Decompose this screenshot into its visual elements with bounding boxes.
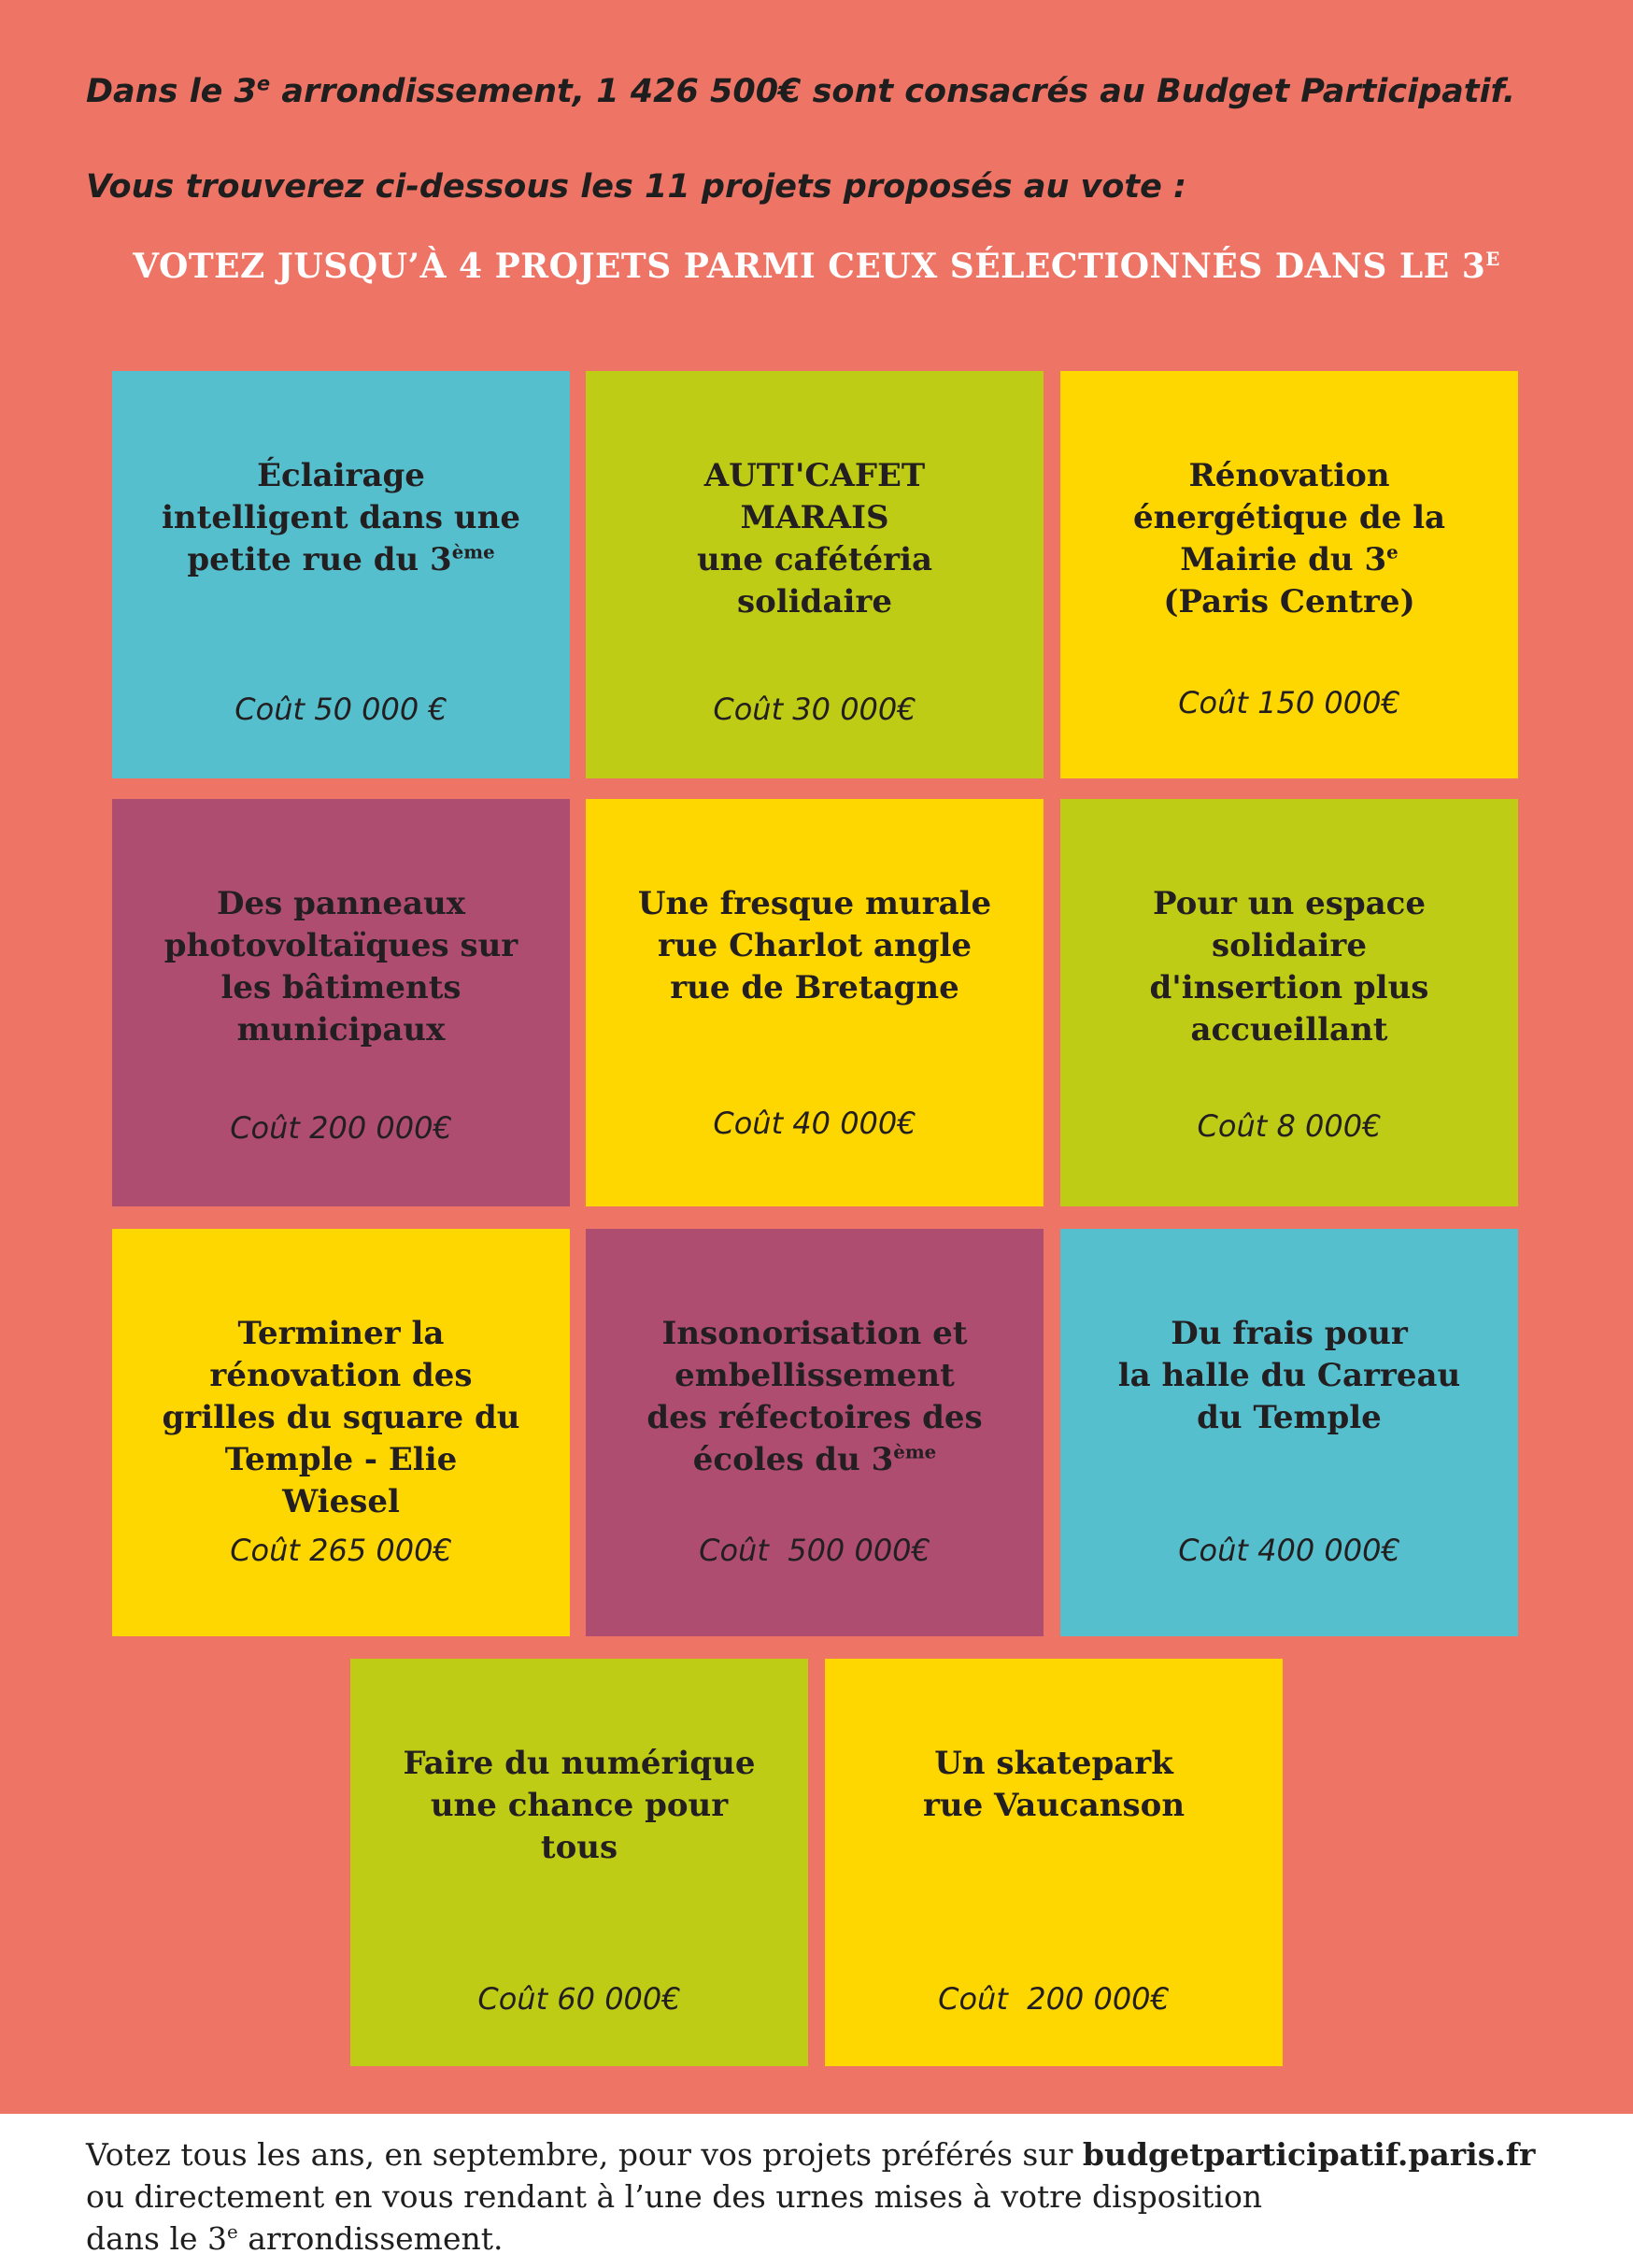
footer-line-1 [86, 2133, 1599, 2175]
project-title-line: Terminer la [237, 1315, 445, 1352]
project-title-line: municipaux [236, 1011, 446, 1048]
project-title-line [604, 1439, 1025, 1481]
project-title-line: du Temple [1197, 1399, 1382, 1436]
project-fresque-card [586, 799, 1044, 1206]
project-title-line: une chance pour [430, 1787, 729, 1824]
project-title-line: Éclairage [257, 457, 425, 494]
footer-text-rest: arrondissement. [237, 2220, 504, 2257]
project-title-line: Pour un espace [1153, 885, 1426, 922]
project-title-line: d'insertion plus [1149, 969, 1429, 1006]
project-cost: Coût 60 000€ [477, 1981, 681, 2017]
project-title-line: Un skatepark [934, 1745, 1173, 1782]
project-title-line: des réfectoires des [646, 1399, 983, 1436]
project-title-line: (Paris Centre) [1163, 583, 1415, 620]
project-title-line: Insonorisation et [661, 1315, 968, 1352]
projects-intro: Vous trouverez ci-dessous les 11 projets proposés au vote : [86, 168, 1187, 206]
project-carreau-temple-card [1060, 1229, 1518, 1636]
project-title-line: rue Vaucanson [922, 1787, 1186, 1824]
project-title-line: tous [540, 1829, 618, 1866]
project-title-line: MARAIS [740, 499, 889, 536]
project-title [131, 455, 551, 581]
project-title-text: petite rue du 3 [187, 541, 452, 578]
project-title [604, 1313, 1025, 1481]
project-title [844, 1743, 1264, 1827]
project-title [1079, 1313, 1499, 1439]
project-cost: Coût 8 000€ [1197, 1108, 1382, 1144]
project-title [131, 883, 551, 1051]
project-title-line: énergétique de la [1132, 499, 1446, 536]
project-title-line: une cafétéria [696, 541, 933, 578]
project-title-line [1079, 539, 1499, 581]
project-title [1079, 883, 1499, 1051]
project-title-line: grilles du square du [162, 1399, 520, 1436]
project-espace-solidaire-card [1060, 799, 1518, 1206]
project-cost: Coût 50 000 € [234, 692, 447, 727]
intro-text: Dans le 3 [86, 73, 257, 110]
budget-intro [86, 73, 1515, 110]
intro-text-rest: arrondissement, 1 426 500€ sont consacrés au Budget Participatif. [270, 73, 1516, 110]
project-cost: Coût 500 000€ [699, 1533, 930, 1568]
footer-sup: e [227, 2221, 238, 2243]
footer-text: Votez tous les ans, en septembre, pour vos projets préférés sur [86, 2136, 1083, 2173]
vote-title-sup: E [1485, 248, 1500, 270]
intro-sup: e [256, 72, 271, 95]
project-cost: Coût 150 000€ [1178, 685, 1400, 720]
project-title-line: embellissement [674, 1357, 955, 1394]
ordinal-sup: e [1386, 540, 1399, 563]
project-panneaux-card [112, 799, 570, 1206]
vote-title-text: VOTEZ JUSQU’À 4 PROJETS PARMI CEUX SÉLECTIONNÉS DANS LE 3 [133, 247, 1486, 286]
footer [86, 2133, 1599, 2260]
project-title-line: solidaire [737, 583, 892, 620]
project-eclairage-card [112, 371, 570, 778]
project-renovation-mairie-card [1060, 371, 1518, 778]
project-cost: Coût 265 000€ [230, 1533, 452, 1568]
project-title-line: Rénovation [1188, 457, 1390, 494]
project-title-line: AUTI'CAFET [703, 457, 926, 494]
project-cost: Coût 200 000€ [938, 1981, 1170, 2017]
project-grilles-square-card [112, 1229, 570, 1636]
project-title [604, 883, 1025, 1009]
footer-text: dans le 3 [86, 2220, 228, 2257]
project-title-line: Du frais pour [1171, 1315, 1408, 1352]
project-title-line: Des panneaux [217, 885, 465, 922]
ordinal-sup: ème [893, 1440, 937, 1463]
project-title [1079, 455, 1499, 623]
project-title-line: accueillant [1190, 1011, 1388, 1048]
project-title-line: rue Charlot angle [657, 927, 973, 964]
ordinal-sup: ème [451, 540, 495, 563]
project-title-line: Wiesel [282, 1483, 400, 1520]
project-title-line: les bâtiments [220, 969, 462, 1006]
footer-line-3 [86, 2218, 1599, 2260]
project-numerique-card [350, 1659, 808, 2066]
project-title-text: Mairie du 3 [1180, 541, 1387, 578]
project-cost: Coût 400 000€ [1178, 1533, 1400, 1568]
vote-title [0, 247, 1633, 286]
project-title-line: Temple - Elie [224, 1441, 458, 1478]
budget-website-link[interactable]: budgetparticipatif.paris.fr [1082, 2136, 1536, 2173]
project-title-text: écoles du 3 [692, 1441, 894, 1478]
footer-line-2: ou directement en vous rendant à l’une des urnes mises à votre disposition [86, 2178, 1263, 2215]
project-insonorisation-card [586, 1229, 1044, 1636]
project-title-line: Une fresque murale [637, 885, 992, 922]
project-title-line: rénovation des [209, 1357, 473, 1394]
project-title-line: solidaire [1212, 927, 1367, 964]
project-title [369, 1743, 789, 1869]
project-skatepark-card [825, 1659, 1283, 2066]
project-title [604, 455, 1025, 623]
project-title [131, 1313, 551, 1523]
project-title-line: Faire du numérique [403, 1745, 756, 1782]
project-title-line: la halle du Carreau [1117, 1357, 1461, 1394]
project-title-line: rue de Bretagne [670, 969, 959, 1006]
project-title-line: photovoltaïques sur [163, 927, 518, 964]
project-cost: Coût 40 000€ [713, 1105, 916, 1141]
project-title-line: intelligent dans une [162, 499, 520, 536]
project-cost: Coût 30 000€ [713, 692, 916, 727]
project-title-line [131, 539, 551, 581]
project-cost: Coût 200 000€ [230, 1110, 452, 1146]
project-auticafet-card [586, 371, 1044, 778]
